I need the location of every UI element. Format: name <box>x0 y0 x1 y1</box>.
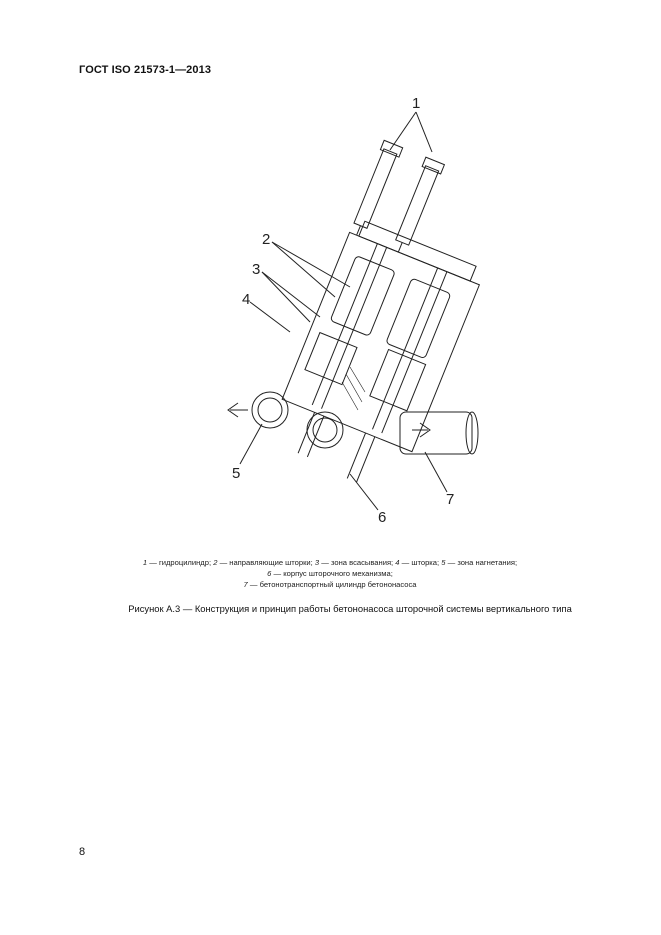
legend-text-4: — шторка; <box>401 558 440 567</box>
pump-drawing <box>200 92 500 532</box>
legend-num-5: 5 <box>441 558 446 567</box>
legend-text-6: — корпус шторочного механизма; <box>273 569 393 578</box>
legend-num-2: 2 <box>213 558 218 567</box>
legend-text-7: — бетонотранспортный цилиндр бетононасоса <box>249 580 417 589</box>
right-flow-arrow <box>412 423 430 437</box>
cylinder-left <box>354 149 397 228</box>
outlet-right <box>307 412 343 448</box>
legend-num-3: 3 <box>314 558 320 567</box>
legend-line-3 <box>100 579 560 590</box>
legend-text-1: — гидроцилиндр; <box>149 558 212 567</box>
legend-text-5: — зона нагнетания; <box>447 558 518 567</box>
figure-title: Рисунок А.3 — Конструкция и принцип работы бетононасоса шторочной системы вертикального типа <box>128 603 572 614</box>
left-flow-arrow <box>228 403 248 417</box>
figure-label-1: 1 <box>412 95 421 112</box>
legend-text-3: — зона всасывания; <box>321 558 394 567</box>
legend-num-6: 6 <box>267 569 272 578</box>
figure-legend <box>100 557 560 590</box>
outlet-left <box>252 392 288 428</box>
legend-line-1 <box>100 557 560 568</box>
figure-label-3: 3 <box>252 261 261 278</box>
document-header: ГОСТ ISO 21573-1—2013 <box>79 64 212 76</box>
legend-line-2 <box>100 568 560 579</box>
cylinder-right <box>396 166 439 245</box>
transport-cylinder <box>400 412 472 454</box>
figure-label-6: 6 <box>378 509 387 526</box>
figure-label-2: 2 <box>262 231 271 248</box>
figure-label-4: 4 <box>242 291 251 308</box>
legend-num-4: 4 <box>395 558 400 567</box>
legend-num-1: 1 <box>142 558 148 567</box>
page-number: 8 <box>79 846 86 858</box>
pump-figure <box>200 92 500 532</box>
legend-num-7: 7 <box>243 580 248 589</box>
figure-label-5: 5 <box>232 465 241 482</box>
legend-text-2: — направляющие шторки; <box>219 558 313 567</box>
figure-label-7: 7 <box>446 491 455 508</box>
